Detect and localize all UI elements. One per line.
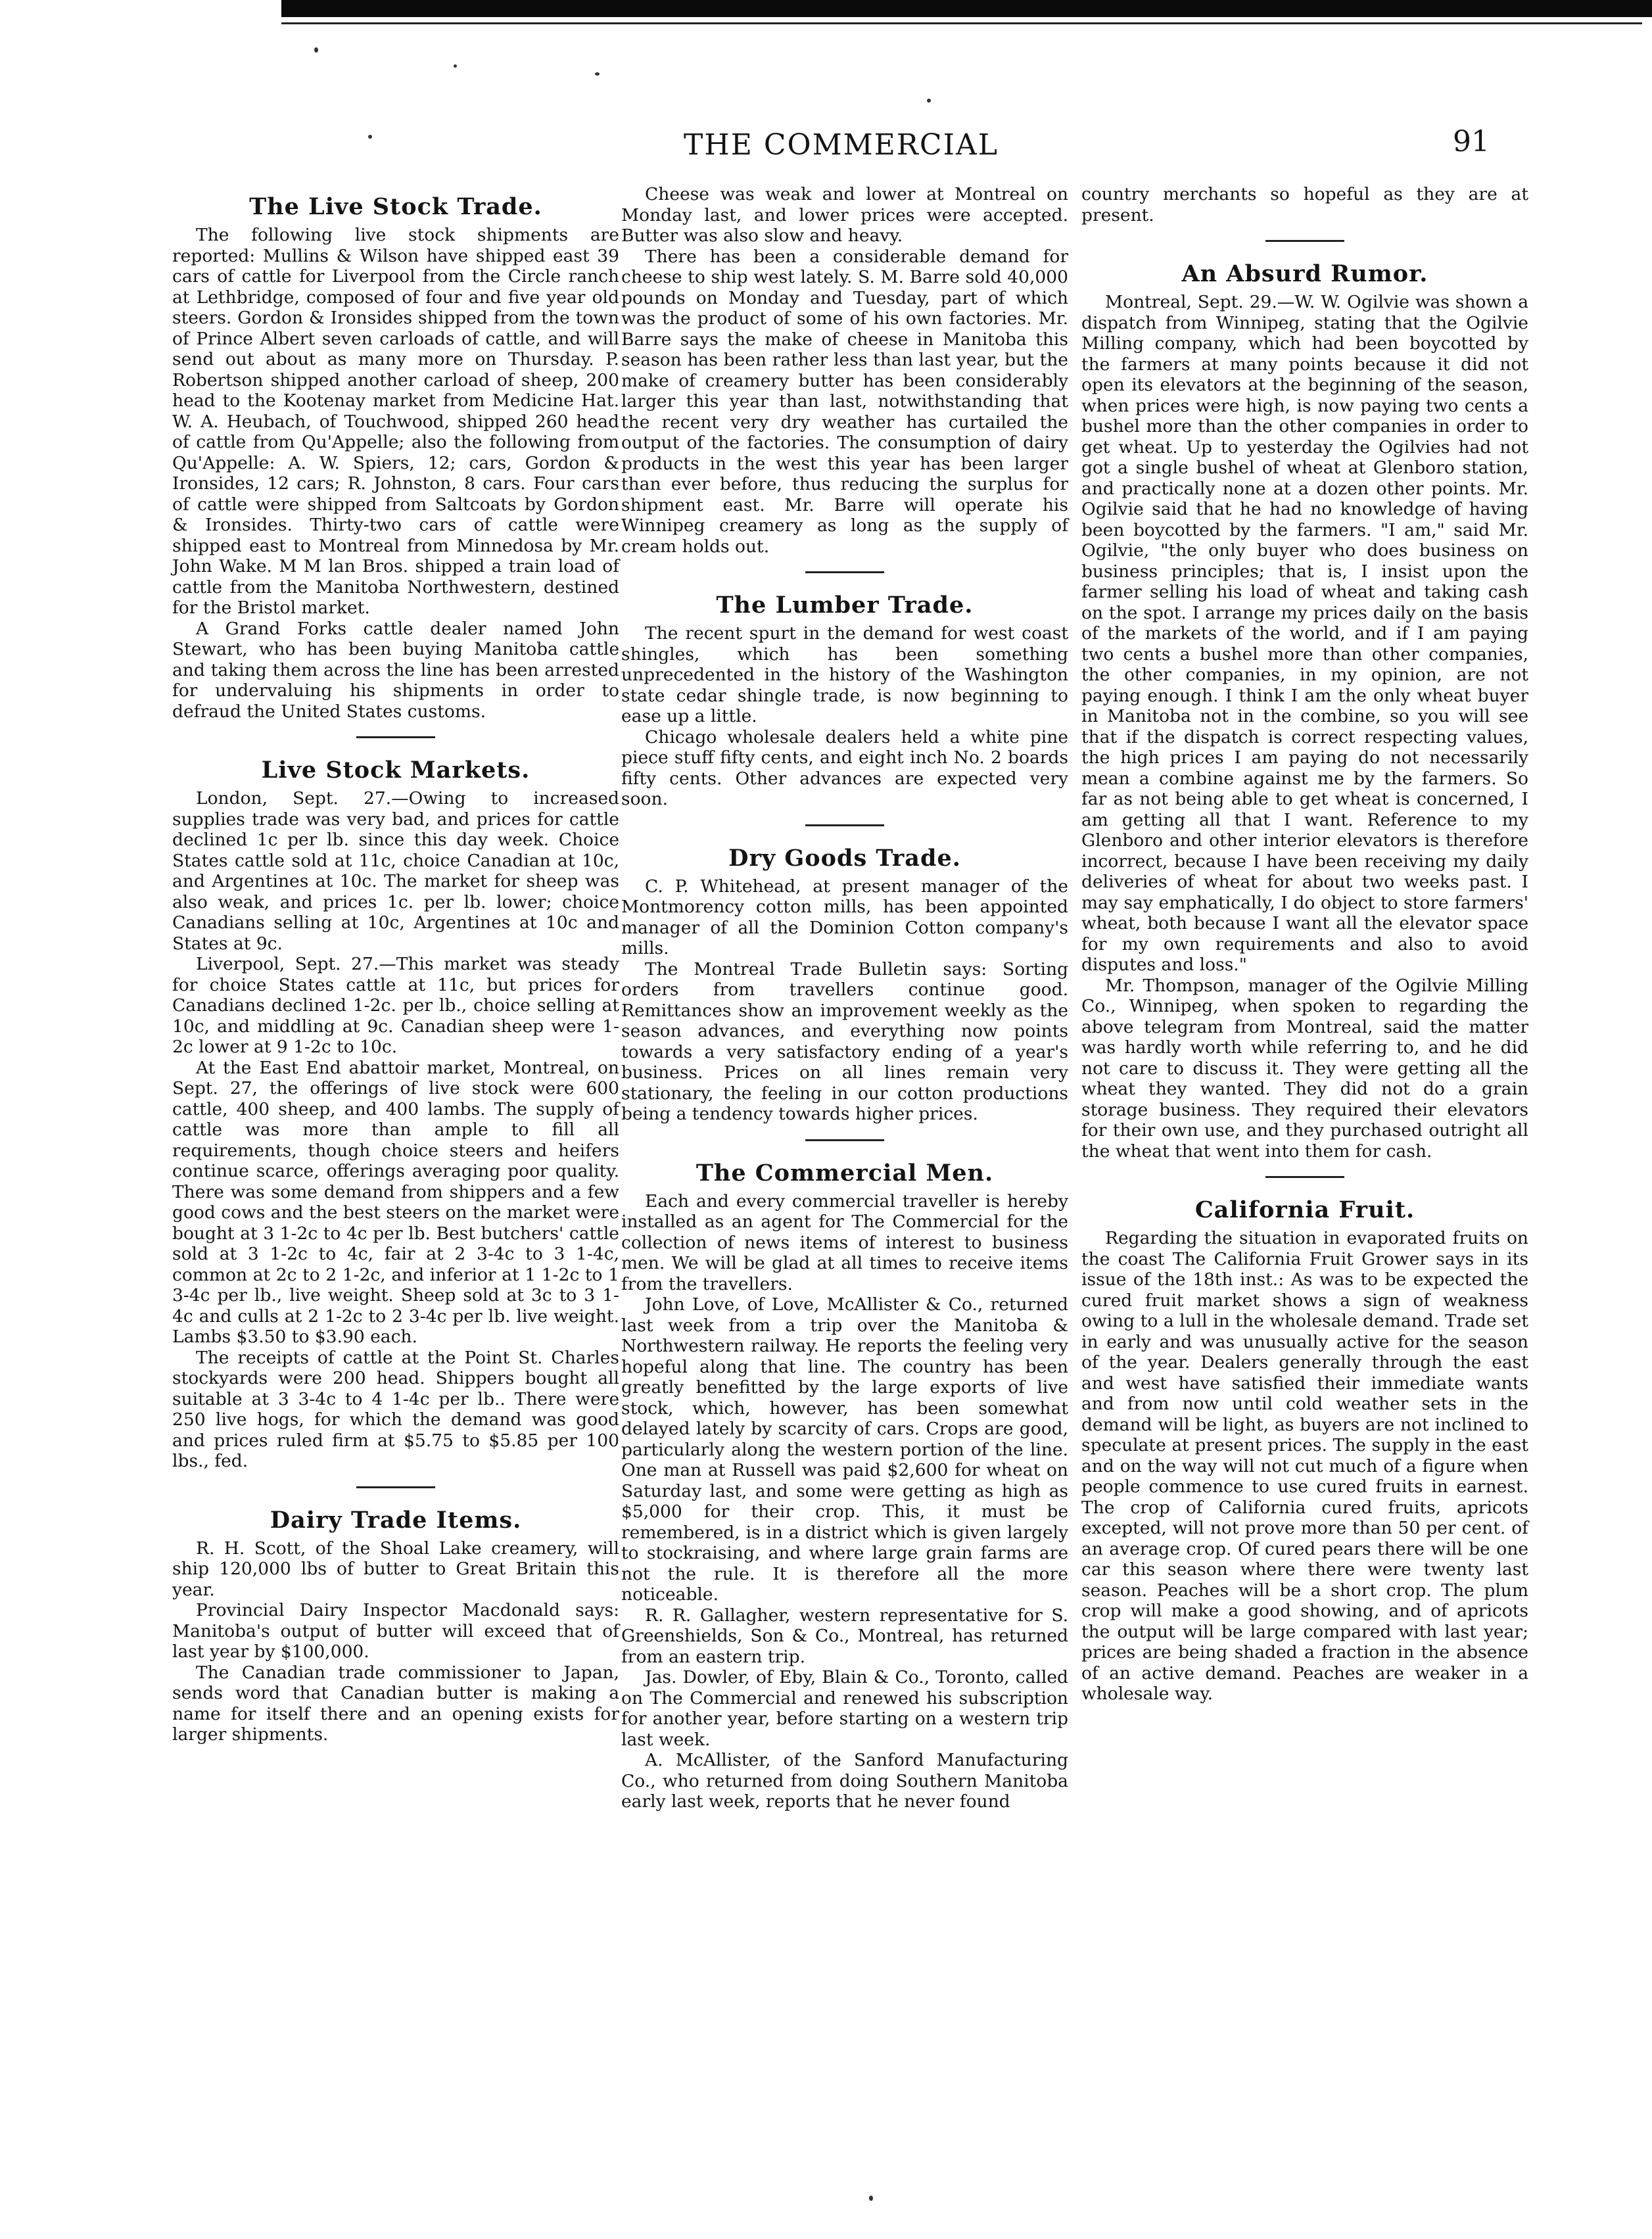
print-speck (595, 72, 600, 76)
article-live-stock-markets (172, 757, 619, 1472)
section-divider (1265, 240, 1344, 242)
top-border-bar (281, 0, 1652, 17)
article-paragraph: Regarding the situation in evaporated fruits on the coast The California Fruit Grower says in its issue of the 18th inst.: As was to be expected the cured fruit market shows a sign of weakness owing to a lull in the wholesale demand. Trade set in early and was unusually active for the season of the year. Dealers generally through the east and west have satisfied their immediate wants and from now until cold weather sets in the demand will be light, as buyers are not inclined to speculate at present prices. The supply in the east and on the way will not cut much of a figure when people commence to use cured fruits in earnest. The crop of California cured fruits, apricots excepted, will not prove more than 50 per cent. of an average crop. Of cured pears there will be one car this season where there were twenty last season. Peaches will be a short crop. The plum crop will make a good showing, and of apricots the output will be large compared with last year; prices are being shaded a fraction in the absence of an active demand. Peaches are weaker in a wholesale way. (1081, 1228, 1528, 1704)
article-heading: California Fruit. (1194, 1196, 1415, 1223)
top-border-line (281, 22, 1642, 24)
column-middle (621, 184, 1068, 1812)
article-paragraph: A Grand Forks cattle dealer named John Stewart, who has been buying Manitoba cattle and taking them across the line has been arrested for undervaluing his shipments in order to defraud the United States customs. (172, 618, 619, 722)
article-heading: Dry Goods Trade. (728, 844, 961, 872)
article-paragraph: A. McAllister, of the Sanford Manufacturing Co., who returned from doing Southern Manitoba early last week, reports that he never found (621, 1750, 1068, 1812)
article-paragraph: London, Sept. 27.—Owing to increased supplies trade was very bad, and prices for cattle declined 1c per lb. since this day week. Choice States cattle sold at 11c, choice Canadian at 10c, and Argentines at 10c. The market for sheep was also weak, and prices 1c. per lb. lower; choice Canadians selling at 10c, Argentines at 10c and States at 9c. (172, 788, 619, 954)
article-paragraph: Provincial Dairy Inspector Macdonald says: Manitoba's output of butter will exceed that of last year by $100,000. (172, 1600, 619, 1662)
section-divider (805, 571, 884, 573)
article-paragraph: John Love, of Love, McAllister & Co., returned last week from a trip over the Manitoba & Northwestern railway. He reports the feeling very hopeful along that line. The country has been greatly benefitted by the large exports of live stock, which, however, has been somewhat delayed lately by scarcity of cars. Crops are good, particularly along the western portion of the line. One man at Russell was paid $2,600 for wheat on Saturday last, and some were getting as high as $5,000 for their crop. This, it must be remembered, is in a district which is given largely to stockraising, and where large grain farms are not the rule. It is therefore all the more noticeable. (621, 1294, 1068, 1605)
article-paragraph: The receipts of cattle at the Point St. Charles stockyards were 200 head. Shippers bought all suitable at 3 3-4c to 4 1-4c per lb.. There were 250 live hogs, for which the demand was good and prices ruled firm at $5.75 to $5.85 per 100 lbs., fed. (172, 1347, 619, 1471)
print-speck (314, 47, 318, 53)
article-paragraph: Liverpool, Sept. 27.—This market was steady for choice States cattle at 11c, but prices for Canadians declined 1-2c. per lb., choice selling at 10c, and middling at 9c. Canadian sheep were 1-2c lower at 9 1-2c to 10c. (172, 954, 619, 1057)
article-paragraph: Mr. Thompson, manager of the Ogilvie Milling Co., Winnipeg, when spoken to regarding the above telegram from Montreal, said the matter was hardly worth while referring to, and he did not care to discuss it. They were getting all the wheat they wanted. They did not do a grain storage business. They required their elevators for their own use, and they purchased outright all the wheat that went into them for cash. (1081, 975, 1528, 1162)
article-heading: The Live Stock Trade. (249, 193, 542, 220)
column-right (1081, 184, 1528, 1705)
print-speck (454, 64, 457, 68)
article-paragraph: The recent spurt in the demand for west coast shingles, which has been something unprecedented in the history of the Washington state cedar shingle trade, is now beginning to ease up a little. (621, 623, 1068, 726)
article-paragraph: Montreal, Sept. 29.—W. W. Ogilvie was shown a dispatch from Winnipeg, stating that the Ogilvie Milling company, which had been boycotted by the farmers at many points because it did not open its elevators at the beginning of the season, when prices were high, is now paying two cents a bushel more than the other companies in order to get wheat. Up to yesterday the Ogilvies had not got a single bushel of wheat at Glenboro station, and practically none at a dozen other points. Mr. Ogilvie said that he had no knowledge of having been boycotted by the farmers. "I am," said Mr. Ogilvie, "the only buyer who does business on business principles; that is, I insist upon the farmer selling his load of wheat and taking cash on the spot. I arrange my prices daily on the basis of the markets of the world, and if I am paying two cents a bushel more than other companies, the other companies, in my opinion, are not paying enough. I think I am the only wheat buyer in Manitoba not in the combine, so you will see that if the dispatch is correct respecting values, the high prices I am paying do not necessarily mean a combine against me by the farmers. So far as not being able to get wheat is concerned, I am getting all that I want. Reference to my Glenboro and other interior elevators is therefore incorrect, because I have been receiving my daily deliveries of wheat for about two weeks past. I may say emphatically, I do object to store farmers' wheat, both because I want all the elevator space for my own requirements and also to avoid disputes and loss." (1081, 292, 1528, 975)
article-paragraph: There has been a considerable demand for cheese to ship west lately. S. M. Barre sold 40,000 pounds on Monday and Tuesday, part of which was the product of some of his own factories. Mr. Barre says the make of cheese in Manitoba this season has been rather less than last year, but the make of creamery butter has been considerably larger this year than last, notwithstanding that the recent very dry weather has curtailed the output of the factories. The consumption of dairy products in the west this year has been larger than ever before, thus reducing the surplus for shipment east. Mr. Barre will operate his Winnipeg creamery as long as the supply of cream holds out. (621, 246, 1068, 557)
article-paragraph: country merchants so hopeful as they are at present. (1081, 184, 1528, 225)
print-speck (368, 135, 372, 139)
article-heading: An Absurd Rumor. (1181, 260, 1428, 287)
section-divider (1265, 1176, 1344, 1178)
article-lumber-trade (621, 592, 1068, 810)
print-speck (927, 99, 931, 103)
article-heading: The Lumber Trade. (716, 592, 974, 619)
article-heading: Dairy Trade Items. (270, 1506, 522, 1534)
print-speck (869, 2196, 873, 2201)
article-heading: Live Stock Markets. (261, 757, 531, 784)
article-absurd-rumor (1081, 260, 1528, 1162)
article-paragraph: Chicago wholesale dealers held a white pine piece stuff fifty cents, and eight inch No. 2 boards fifty cents. Other advances are expected very soon. (621, 726, 1068, 809)
article-paragraph: C. P. Whitehead, at present manager of the Montmorency cotton mills, has been appointed manager of all the Dominion Cotton company's mills. (621, 876, 1068, 958)
article-california-fruit (1081, 1196, 1528, 1705)
article-paragraph: The Montreal Trade Bulletin says: Sorting orders from travellers continue good. Remittances show an improvement weekly as the season advances, and everything now points towards a very satisfactory ending of a year's business. Prices on all lines remain very stationary, the feeling in our cotton productions being a tendency towards higher prices. (621, 958, 1068, 1124)
article-dairy-continued (621, 184, 1068, 557)
article-paragraph: The following live stock shipments are reported: Mullins & Wilson have shipped east 39 cars of cattle for Liverpool from the Circle ranch at Lethbridge, composed of four and five year old steers. Gordon & Ironsides shipped from the town of Prince Albert seven carloads of cattle, and will send out about as many more on Thursday. P. Robertson shipped another carload of sheep, 200 head to the Kootenay market from Medicine Hat. W. A. Heubach, of Touchwood, shipped 260 head of cattle from Qu'Appelle; also the following from Qu'Appelle: A. W. Spiers, 12; cars, Gordon & Ironsides, 12 cars; R. Johnston, 8 cars. Four cars of cattle were shipped from Saltcoats by Gordon & Ironsides. Thirty-two cars of cattle were shipped east to Montreal from Minnedosa by Mr. John Wake. M M lan Bros. shipped a train load of cattle from the Manitoba Northwestern, destined for the Bristol market. (172, 225, 619, 618)
section-divider (356, 1486, 435, 1488)
article-paragraph: At the East End abattoir market, Montreal, on Sept. 27, the offerings of live stock were 600 cattle, 400 sheep, and 400 lambs. The supply of cattle was more than ample to fill all requirements, though choice steers and heifers continue scarce, offerings averaging poor quality. There was some demand from shippers and a few good cows and the best steers on the market were bought at 3 1-2c to 4c per lb. Best butchers' cattle sold at 3 1-2c to 4c, fair at 2 3-4c to 3 1-4c, common at 2c to 2 1-2c, and inferior at 1 1-2c to 1 3-4c per lb., live weight. Sheep sold at 3c to 3 1-4c and culls at 2 1-2c to 2 3-4c per lb. live weight. Lambs $3.50 to $3.90 each. (172, 1057, 619, 1347)
article-dry-goods-trade (621, 845, 1068, 1125)
article-live-stock-trade (172, 193, 619, 722)
article-commercial-men (621, 1160, 1068, 1812)
column-left (172, 184, 619, 1745)
page-title: THE COMMERCIAL (684, 128, 999, 162)
article-heading: The Commercial Men. (696, 1159, 994, 1187)
section-divider (356, 736, 435, 738)
page-number: 91 (1453, 125, 1490, 158)
article-paragraph: The Canadian trade commissioner to Japan, sends word that Canadian butter is making a name for itself there and an opening exists for larger shipments. (172, 1662, 619, 1745)
article-paragraph: Each and every commercial traveller is hereby installed as an agent for The Commercial for the collection of news items of interest to business men. We will be glad at all times to receive items from the travellers. (621, 1190, 1068, 1294)
article-paragraph: R. H. Scott, of the Shoal Lake creamery, will ship 120,000 lbs of butter to Great Britain this year. (172, 1538, 619, 1600)
article-paragraph: R. R. Gallagher, western representative for S. Greenshields, Son & Co., Montreal, has returned from an eastern trip. (621, 1605, 1068, 1667)
article-paragraph: Jas. Dowler, of Eby, Blain & Co., Toronto, called on The Commercial and renewed his subscription for another year, before starting on a western trip last week. (621, 1667, 1068, 1750)
section-divider (805, 1139, 884, 1141)
article-dairy-trade-items (172, 1507, 619, 1745)
section-divider (805, 824, 884, 826)
article-paragraph: Cheese was weak and lower at Montreal on Monday last, and lower prices were accepted. Butter was also slow and heavy. (621, 184, 1068, 246)
article-commercial-men-continued (1081, 184, 1528, 225)
